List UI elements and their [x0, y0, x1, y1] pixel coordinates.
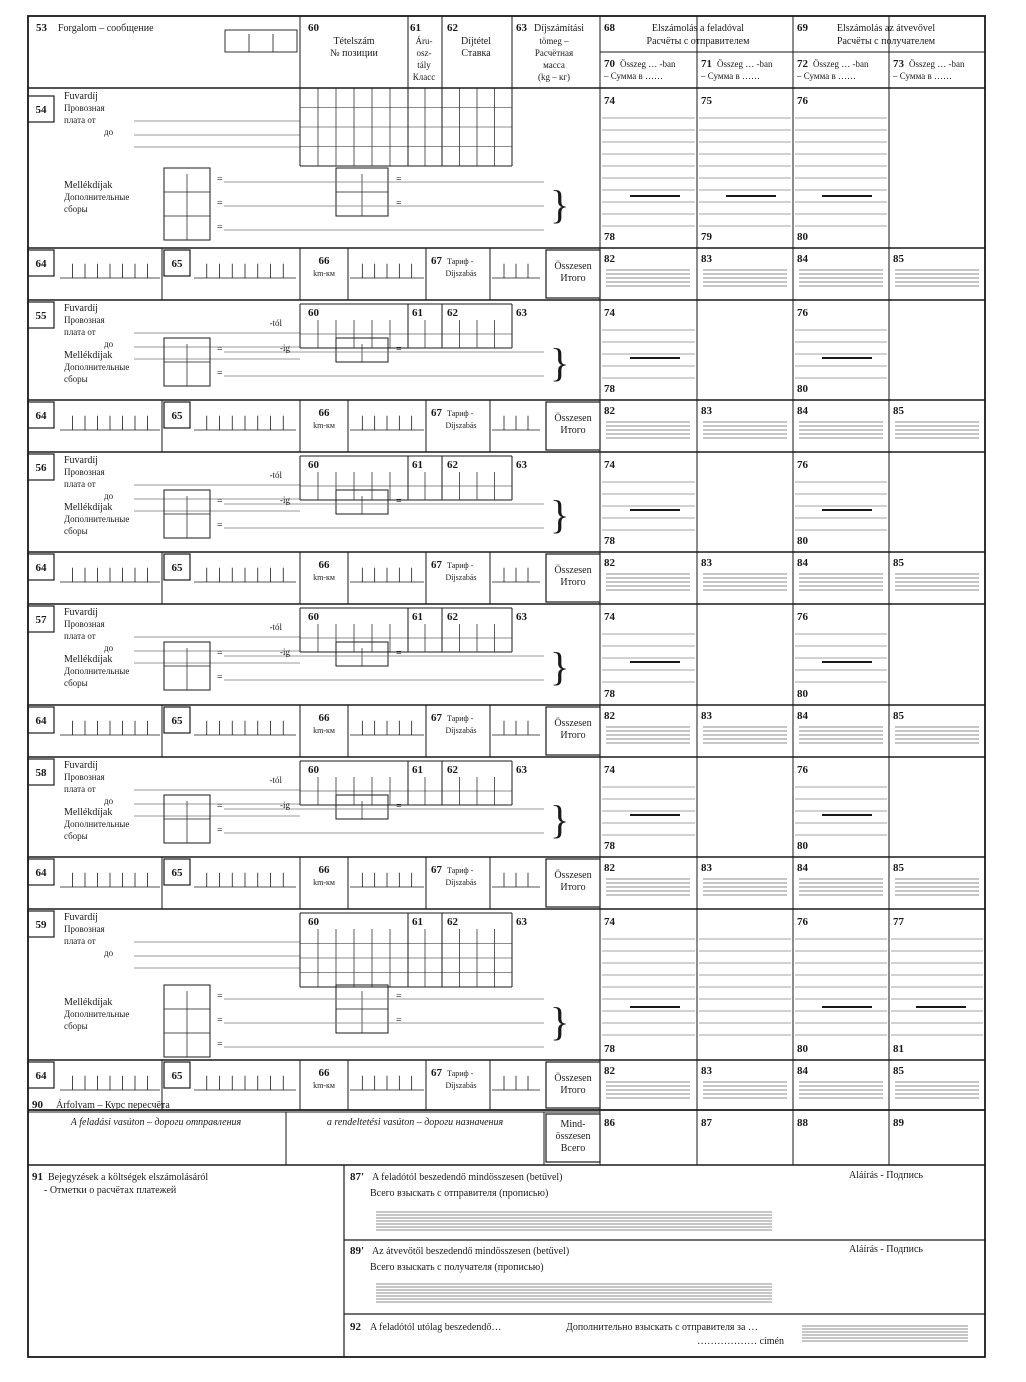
form-label: 78 — [604, 231, 615, 243]
form-label: Mellékdíjak — [64, 350, 113, 361]
form-label: Тариф - — [447, 409, 474, 418]
form-label: 62 — [447, 459, 458, 471]
equals-sign: = — [396, 174, 402, 185]
form-label: плата от — [64, 115, 96, 125]
form-label: Итого — [560, 730, 586, 741]
form-label: 67 — [431, 864, 442, 876]
brace-glyph: } — [550, 492, 570, 537]
form-label: 81 — [893, 1043, 904, 1055]
form-label: 76 — [797, 764, 808, 776]
equals-sign: = — [217, 991, 223, 1002]
form-label: tömeg – — [539, 36, 569, 46]
item-number: 58 — [35, 767, 47, 779]
form-label: Провозная — [64, 315, 105, 325]
form-label: Fuvardíj — [64, 912, 98, 923]
form-label: 66 — [318, 255, 330, 267]
equals-sign: = — [217, 672, 223, 683]
form-label: Forgalom – сообщение — [58, 23, 154, 34]
form-label: 63 — [516, 307, 527, 319]
form-label: сборы — [64, 526, 88, 536]
form-label: Тариф - — [447, 257, 474, 266]
form-label: 65 — [171, 410, 183, 422]
form-label: Tételszám — [333, 36, 375, 47]
item-number: 56 — [35, 462, 47, 474]
item-number: 55 — [35, 310, 47, 322]
form-label: до — [104, 948, 114, 958]
form-label: 62 — [447, 764, 458, 776]
form-label: 84 — [797, 253, 808, 265]
form-label: 74 — [604, 307, 615, 319]
form-label: 64 — [35, 867, 47, 879]
brace-glyph: } — [550, 797, 570, 842]
form-label: Расчётная — [534, 48, 574, 58]
form-label: 62 — [447, 611, 458, 623]
form-label: 76 — [797, 459, 808, 471]
form-label: -tól — [269, 318, 282, 328]
form-label: Дополнительно взыскать с отправителя за … — [566, 1322, 758, 1333]
form-label: 74 — [604, 95, 615, 107]
form-label: 75 — [701, 95, 712, 107]
form-label: 89 — [893, 1117, 904, 1129]
equals-sign: = — [217, 344, 223, 355]
form-label: Дополнительные — [64, 192, 130, 202]
brace-glyph: } — [550, 182, 570, 227]
form-label: 61 — [412, 307, 423, 319]
form-label: Áru- — [415, 36, 433, 46]
form-label: -tól — [269, 470, 282, 480]
form-label: плата от — [64, 936, 96, 946]
form-label: Összesen — [554, 718, 592, 729]
form-label: до — [104, 127, 114, 137]
form-label: 67 — [431, 559, 442, 571]
equals-sign: = — [217, 648, 223, 659]
form-label: 63 — [516, 764, 527, 776]
form-label: km-км — [313, 573, 335, 582]
form-label: -tól — [269, 775, 282, 785]
form-label: 65 — [171, 562, 183, 574]
form-label: 66 — [318, 712, 330, 724]
form-label: 74 — [604, 916, 615, 928]
form-label: km-км — [313, 726, 335, 735]
form-label: 78 — [604, 383, 615, 395]
form-label: до — [104, 643, 114, 653]
form-label: összesen — [555, 1131, 591, 1142]
form-label: 87' — [350, 1171, 365, 1183]
form-label: 63 — [516, 22, 527, 34]
form-label: A feladótól utólag beszedendő… — [370, 1322, 502, 1333]
form-label: Дополнительные — [64, 819, 130, 829]
form-label: Fuvardíj — [64, 303, 98, 314]
form-label: Итого — [560, 1085, 586, 1096]
equals-sign: = — [396, 1015, 402, 1026]
form-label: 84 — [797, 862, 808, 874]
form-label: 85 — [893, 253, 904, 265]
form-label: 84 — [797, 405, 808, 417]
form-label: № позиции — [330, 48, 378, 59]
form-label: - Отметки о расчётах платежей — [44, 1185, 177, 1196]
form-label: A feladási vasúton – дороги отправления — [70, 1117, 242, 1128]
form-label: плата от — [64, 784, 96, 794]
form-label: 89' — [350, 1245, 365, 1257]
equals-sign: = — [217, 1015, 223, 1026]
form-label: 83 — [701, 557, 712, 569]
form-label: km-км — [313, 269, 335, 278]
form-label: Провозная — [64, 467, 105, 477]
form-label: 60 — [308, 916, 319, 928]
form-label: Расчёты с получателем — [836, 36, 936, 47]
form-label: Fuvardíj — [64, 91, 98, 102]
item-number: 54 — [35, 104, 47, 116]
form-label: 73 — [893, 58, 904, 70]
form-label: 87 — [701, 1117, 712, 1129]
form-label: 63 — [516, 611, 527, 623]
form-label: 60 — [308, 459, 319, 471]
form-label: 61 — [412, 459, 423, 471]
form-label: km-км — [313, 421, 335, 430]
form-label: 83 — [701, 1065, 712, 1077]
form-border — [28, 16, 985, 1357]
form-label: Összesen — [554, 565, 592, 576]
form-label: Összeg … -ban — [909, 59, 965, 69]
equals-sign: = — [217, 801, 223, 812]
form-label: 66 — [318, 407, 330, 419]
form-label: 74 — [604, 764, 615, 776]
form-label: 67 — [431, 407, 442, 419]
form-label: 91 — [32, 1171, 43, 1183]
form-label: Az átvevőtől beszedendő mindösszesen (betűvel) — [372, 1246, 570, 1257]
equals-sign: = — [396, 991, 402, 1002]
form-label: Összesen — [554, 413, 592, 424]
form-label: 82 — [604, 1065, 615, 1077]
form-label: Mellékdíjak — [64, 807, 113, 818]
form-label: 82 — [604, 710, 615, 722]
form-label: ……………… címén — [697, 1336, 784, 1347]
form-label: 76 — [797, 95, 808, 107]
form-label: Дополнительные — [64, 362, 130, 372]
form-label: 66 — [318, 559, 330, 571]
form-label: 64 — [35, 410, 47, 422]
form-label: -ig — [280, 495, 290, 505]
form-label: Összesen — [554, 1073, 592, 1084]
form-label: Всего взыскать с получателя (прописью) — [370, 1262, 544, 1273]
form-label: 82 — [604, 253, 615, 265]
item-number: 57 — [35, 614, 47, 626]
form-label: Провозная — [64, 772, 105, 782]
form-label: 82 — [604, 557, 615, 569]
form-label: Aláírás - Подпись — [849, 1170, 923, 1181]
brace-glyph: } — [550, 644, 570, 689]
form-label: Тариф - — [447, 714, 474, 723]
equals-sign: = — [396, 198, 402, 209]
form-label: Összeg … -ban — [813, 59, 869, 69]
form-label: Класс — [412, 72, 436, 82]
form-label: Провозная — [64, 619, 105, 629]
form-label: Díjszabás — [445, 573, 477, 582]
form-label: Ставка — [461, 48, 491, 59]
form-label: Díjszabás — [445, 726, 477, 735]
form-label: Итого — [560, 882, 586, 893]
form-label: Mellékdíjak — [64, 654, 113, 665]
brace-glyph: } — [550, 999, 570, 1044]
form-label: 80 — [797, 383, 808, 395]
form-label: 68 — [604, 22, 615, 34]
form-label: 64 — [35, 258, 47, 270]
form-label: Итого — [560, 273, 586, 284]
form-label: A feladótól beszedendő mindösszesen (betűvel) — [372, 1172, 563, 1183]
form-label: – Сумма в …… — [604, 71, 663, 81]
form-label: 83 — [701, 710, 712, 722]
form-label: 88 — [797, 1117, 808, 1129]
form-label: Összeg … -ban — [620, 59, 676, 69]
form-label: 67 — [431, 712, 442, 724]
form-label: сборы — [64, 204, 88, 214]
form-label: до — [104, 796, 114, 806]
form-label: 77 — [893, 916, 904, 928]
form-label: 62 — [447, 307, 458, 319]
form-label: 61 — [410, 22, 421, 34]
form-label: -ig — [280, 800, 290, 810]
form-label: tály — [417, 60, 431, 70]
form-label: 90 — [32, 1099, 43, 1111]
form-label: Árfolyam – Курс пересчёта — [56, 1100, 170, 1111]
form-label: плата от — [64, 479, 96, 489]
form-label: 63 — [516, 916, 527, 928]
form-label: Провозная — [64, 103, 105, 113]
form-label: 64 — [35, 715, 47, 727]
form-label: Díjszabás — [445, 421, 477, 430]
form-label: Дополнительные — [64, 666, 130, 676]
form-label: 80 — [797, 840, 808, 852]
equals-sign: = — [217, 174, 223, 185]
form-label: Тариф - — [447, 866, 474, 875]
brace-glyph: } — [550, 340, 570, 385]
form-label: Дополнительные — [64, 514, 130, 524]
form-label: Mellékdíjak — [64, 502, 113, 513]
form-label: Тариф - — [447, 1069, 474, 1078]
form-label: сборы — [64, 678, 88, 688]
form-label: -tól — [269, 622, 282, 632]
form-label: 60 — [308, 307, 319, 319]
form-label: a rendeltetési vasúton – дороги назначения — [326, 1117, 504, 1128]
form-label: 83 — [701, 862, 712, 874]
form-label: 72 — [797, 58, 808, 70]
form-label: Итого — [560, 577, 586, 588]
form-label: -ig — [280, 647, 290, 657]
form-label: 85 — [893, 710, 904, 722]
form-label: osz- — [416, 48, 432, 58]
form-label: Расчёты с отправителем — [646, 36, 750, 47]
form-label: Всего — [560, 1143, 586, 1154]
form-label: до — [104, 491, 114, 501]
form-label: (kg – кг) — [537, 72, 571, 82]
equals-sign: = — [217, 520, 223, 531]
equals-sign: = — [396, 801, 402, 812]
form-label: Mellékdíjak — [64, 997, 113, 1008]
equals-sign: = — [217, 198, 223, 209]
form-label: 78 — [604, 1043, 615, 1055]
form-label: сборы — [64, 831, 88, 841]
form-label: Díjszabás — [445, 269, 477, 278]
form-label: плата от — [64, 327, 96, 337]
form-label: Díjszámítási — [534, 23, 584, 34]
form-label: 85 — [893, 862, 904, 874]
equals-sign: = — [217, 368, 223, 379]
form-label: Aláírás - Подпись — [849, 1244, 923, 1255]
form-label: – Сумма в …… — [797, 71, 856, 81]
form-label: 92 — [350, 1321, 361, 1333]
form-label: Итого — [560, 425, 586, 436]
form-label: 60 — [308, 611, 319, 623]
form-label: Összesen — [554, 870, 592, 881]
form-label: Mellékdíjak — [64, 180, 113, 191]
form-label: 82 — [604, 862, 615, 874]
form-label: 62 — [447, 22, 458, 34]
form-label: 64 — [35, 1070, 47, 1082]
equals-sign: = — [396, 344, 402, 355]
form-label: 60 — [308, 22, 319, 34]
form-label: 78 — [604, 535, 615, 547]
form-label: 74 — [604, 459, 615, 471]
form-label: – Сумма в …… — [893, 71, 952, 81]
form-label: 66 — [318, 1067, 330, 1079]
form-label: Bejegyzések a költségek elszámolásáról — [48, 1172, 209, 1183]
form-label: 61 — [412, 916, 423, 928]
form-label: 65 — [171, 715, 183, 727]
form-label: km-км — [313, 878, 335, 887]
form-label: km-км — [313, 1081, 335, 1090]
form-label: Díjtétel — [461, 36, 491, 47]
form-label: – Сумма в …… — [701, 71, 760, 81]
form-label: 78 — [604, 688, 615, 700]
form-label: 85 — [893, 405, 904, 417]
form-label: Fuvardíj — [64, 760, 98, 771]
equals-sign: = — [396, 496, 402, 507]
forgalom-cells — [225, 30, 297, 52]
form-label: Тариф - — [447, 561, 474, 570]
form-label: 84 — [797, 557, 808, 569]
form-label: Összesen — [554, 261, 592, 272]
form-label: 60 — [308, 764, 319, 776]
form-label: Elszámolás a feladóval — [651, 23, 745, 34]
form-label: Fuvardíj — [64, 455, 98, 466]
equals-sign: = — [217, 496, 223, 507]
form-label: Díjszabás — [445, 1081, 477, 1090]
form-label: 82 — [604, 405, 615, 417]
form-label: 70 — [604, 58, 615, 70]
form-label: 80 — [797, 535, 808, 547]
form-label: 78 — [604, 840, 615, 852]
form-label: 85 — [893, 1065, 904, 1077]
form-label: 85 — [893, 557, 904, 569]
form-label: Всего взыскать с отправителя (прописью) — [370, 1188, 549, 1199]
form-label: сборы — [64, 374, 88, 384]
form-label: 84 — [797, 710, 808, 722]
form-label: 80 — [797, 231, 808, 243]
form-label: 76 — [797, 916, 808, 928]
form-label: 83 — [701, 405, 712, 417]
form-label: 53 — [36, 22, 47, 34]
form-label: 76 — [797, 611, 808, 623]
form-label: до — [104, 339, 114, 349]
form-label: Fuvardíj — [64, 607, 98, 618]
form-label: 80 — [797, 688, 808, 700]
form-label: Elszámolás az átvevővel — [836, 23, 936, 34]
form-label: 80 — [797, 1043, 808, 1055]
form-label: Провозная — [64, 924, 105, 934]
form-label: 65 — [171, 258, 183, 270]
equals-sign: = — [217, 825, 223, 836]
form-label: 65 — [171, 867, 183, 879]
form-label: 71 — [701, 58, 712, 70]
equals-sign: = — [396, 648, 402, 659]
form-label: 65 — [171, 1070, 183, 1082]
form-label: 61 — [412, 764, 423, 776]
form-label: 86 — [604, 1117, 615, 1129]
form-label: 63 — [516, 459, 527, 471]
form-label: 84 — [797, 1065, 808, 1077]
form-label: Дополнительные — [64, 1009, 130, 1019]
form-label: 67 — [431, 255, 442, 267]
form-label: масса — [543, 60, 565, 70]
equals-sign: = — [217, 1039, 223, 1050]
form-label: Összeg … -ban — [717, 59, 773, 69]
form-label: Mind- — [560, 1119, 586, 1130]
form-label: плата от — [64, 631, 96, 641]
form-label: 61 — [412, 611, 423, 623]
form-label: 74 — [604, 611, 615, 623]
form-label: 66 — [318, 864, 330, 876]
form-label: 79 — [701, 231, 712, 243]
form-label: 62 — [447, 916, 458, 928]
form-label: сборы — [64, 1021, 88, 1031]
form-label: 83 — [701, 253, 712, 265]
form-label: Díjszabás — [445, 878, 477, 887]
equals-sign: = — [217, 222, 223, 233]
item-number: 59 — [35, 919, 47, 931]
form-label: 64 — [35, 562, 47, 574]
form-label: -ig — [280, 343, 290, 353]
form-label: 76 — [797, 307, 808, 319]
form-label: 67 — [431, 1067, 442, 1079]
form-label: 69 — [797, 22, 808, 34]
